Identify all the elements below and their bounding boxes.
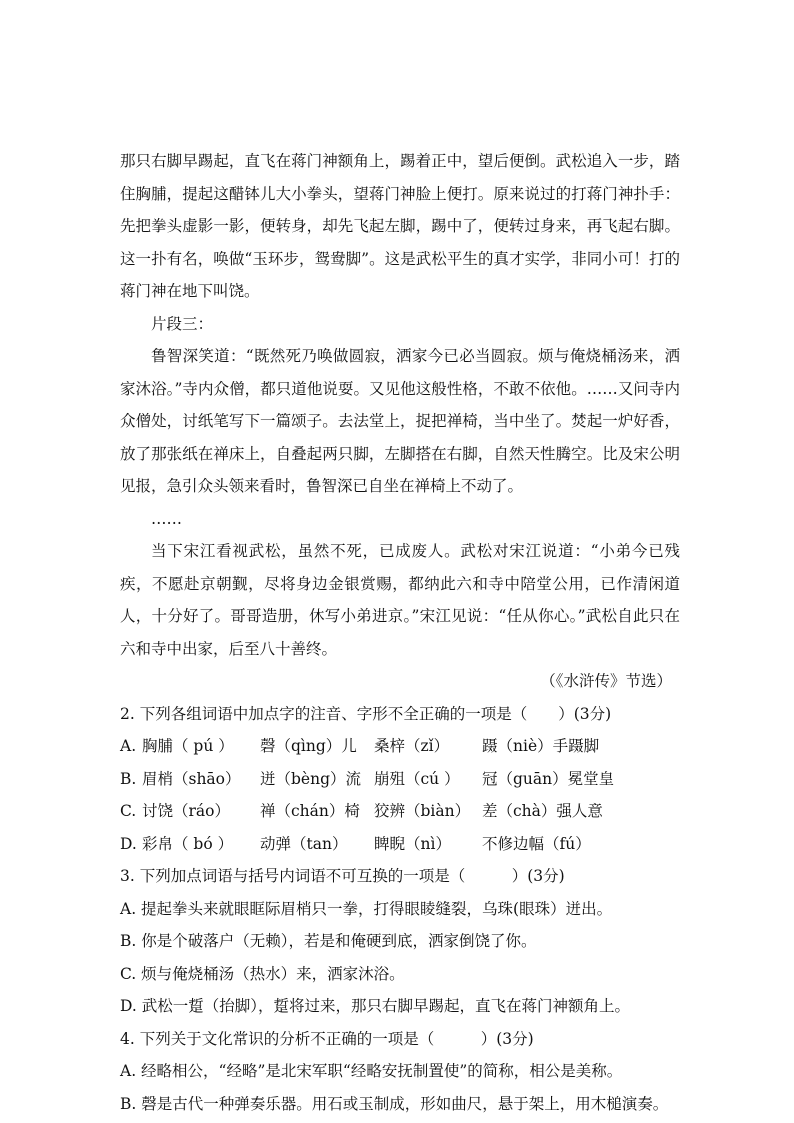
option-word: 差（chà）强人意 bbox=[482, 802, 603, 820]
question-3-option-a: A. 提起拳头来就眼眶际眉梢只一拳，打得眼睖缝裂，乌珠(眼珠）迸出。 bbox=[120, 899, 613, 918]
question-3-stem: 3. 下列加点词语与括号内词语不可互换的一项是（ ）(3分) bbox=[120, 867, 565, 885]
option-word: 狡辨（biàn） bbox=[374, 802, 471, 820]
passage-paragraph-3: 当下宋江看视武松，虽然不死，已成废人。武松对宋江说道：“小弟今已残疾，不愿赴京朝觐，尽将身边金银赏赐，都纳此六和寺中陪堂公用，已作清闲道人，十分好了。哥哥造册，休写小弟进京。”宋江见说：“任从你心。”武松自此只在六和寺中出家，后至八十善终。 bbox=[120, 542, 680, 658]
question-2-option-d bbox=[120, 828, 680, 861]
passage-source: （《水浒传》节选） bbox=[540, 672, 672, 690]
option-word: 动弹（tan） bbox=[260, 834, 348, 853]
question-3-option-d: D. 武松一踅（抬脚），踅将过来，那只右脚早踢起，直飞在蒋门神额角上。 bbox=[120, 997, 630, 1015]
option-label: D. bbox=[120, 834, 137, 853]
option-label: B. bbox=[120, 769, 137, 788]
option-word: 冠（guān）冕堂皇 bbox=[482, 769, 615, 788]
option-label: C. bbox=[120, 802, 137, 820]
passage-paragraph-1: 那只右脚早踢起，直飞在蒋门神额角上，踢着正中，望后便倒。武松追入一步，踏住胸脯，提起这醋钵儿大小拳头，望蒋门神脸上便打。原来说过的打蒋门神扑手：先把拳头虚影一影，便转身，却先飞起左脚，踢中了，便转过身来，再飞起右脚。这一扑有名，唤做“玉环步，鸳鸯脚”。这是武松平生的真才实学，非同小可！打的蒋门神在地下叫饶。 bbox=[120, 152, 680, 300]
option-word: 崩殂（cú ） bbox=[374, 769, 460, 788]
option-word: 磬（qìng）儿 bbox=[260, 737, 357, 755]
option-word: 眉梢（shāo） bbox=[142, 769, 241, 788]
question-2-option-b bbox=[120, 763, 680, 796]
option-word: 讨饶（ráo） bbox=[142, 802, 230, 820]
option-word: 彩帛（ bó ） bbox=[142, 834, 234, 853]
question-2-option-a bbox=[120, 730, 680, 763]
question-2-stem: 2. 下列各组词语中加点字的注音、字形不全正确的一项是（ ）(3分) bbox=[120, 704, 612, 723]
option-word: 胸脯（ pú ） bbox=[142, 737, 234, 755]
option-word: 桑梓（zǐ） bbox=[374, 737, 450, 755]
option-word: 不修边幅（fú） bbox=[482, 834, 591, 853]
option-word: 睥睨（nì） bbox=[374, 834, 451, 853]
question-4-stem: 4. 下列关于文化常识的分析不正确的一项是（ ）(3分) bbox=[120, 1029, 534, 1048]
question-4-option-b: B. 磬是古代一种弹奏乐器。用石或玉制成，形如曲尺，悬于架上，用木槌演奏。 bbox=[120, 1094, 669, 1113]
question-2-option-c bbox=[120, 795, 680, 828]
passage-paragraph-2: 鲁智深笑道：“既然死乃唤做圆寂，洒家今已必当圆寂。烦与俺烧桶汤来，洒家沐浴。”寺内众僧，都只道他说耍。又见他这般性格，不敢不依他。……又问寺内众僧处，讨纸笔写下一篇颂子。去法堂上，捉把禅椅，当中坐了。焚起一炉好香，放了那张纸在禅床上，自叠起两只脚，左脚搭在右脚，自然天性腾空。比及宋公明见报，急引众头领来看时，鲁智深已自坐在禅椅上不动了。 bbox=[120, 347, 680, 495]
option-word: 迸（bèng）流 bbox=[260, 769, 362, 788]
question-3-option-b: B. 你是个破落户（无赖），若是和俺硬到底，洒家倒饶了你。 bbox=[120, 932, 537, 950]
question-3-option-c: C. 烦与俺烧桶汤（热水）来，洒家沐浴。 bbox=[120, 964, 405, 983]
passage-ellipsis: …… bbox=[151, 509, 182, 528]
option-word: 蹑（niè）手蹑脚 bbox=[482, 737, 600, 755]
question-4-option-a: A. 经略相公，“经略”是北宋军职“经略安抚制置使”的简称，相公是美称。 bbox=[120, 1062, 623, 1080]
option-word: 禅（chán）椅 bbox=[260, 802, 360, 820]
option-label: A. bbox=[120, 737, 137, 755]
fragment-title: 片段三： bbox=[151, 314, 214, 333]
document-page bbox=[120, 145, 680, 1120]
